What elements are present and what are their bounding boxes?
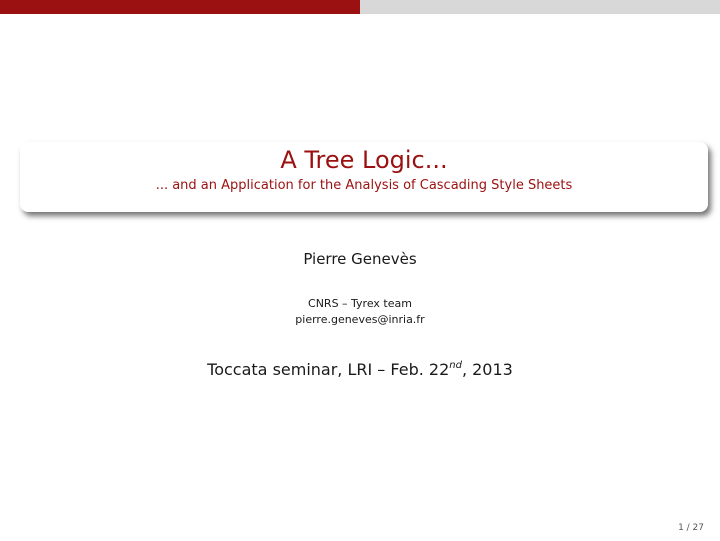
event-date [0,360,720,379]
progress-bar-fill [0,0,360,14]
affiliation-lab: CNRS – Tyrex team [308,297,412,310]
title-box [20,142,708,212]
affiliation-email: pierre.geneves@inria.fr [295,313,425,326]
event-date-suffix: , 2013 [461,360,513,379]
page-indicator: 1 / 27 [678,523,704,533]
slide-title: A Tree Logic... [280,146,448,174]
slide-subtitle: ... and an Application for the Analysis of Cascading Style Sheets [155,178,573,193]
author-name: Pierre Genevès [303,250,417,268]
affiliation-block [0,296,720,328]
event-date-superscript: nd [449,360,462,371]
event-date-prefix: Toccata seminar, LRI – Feb. 22 [207,360,450,379]
progress-bar [0,0,720,14]
